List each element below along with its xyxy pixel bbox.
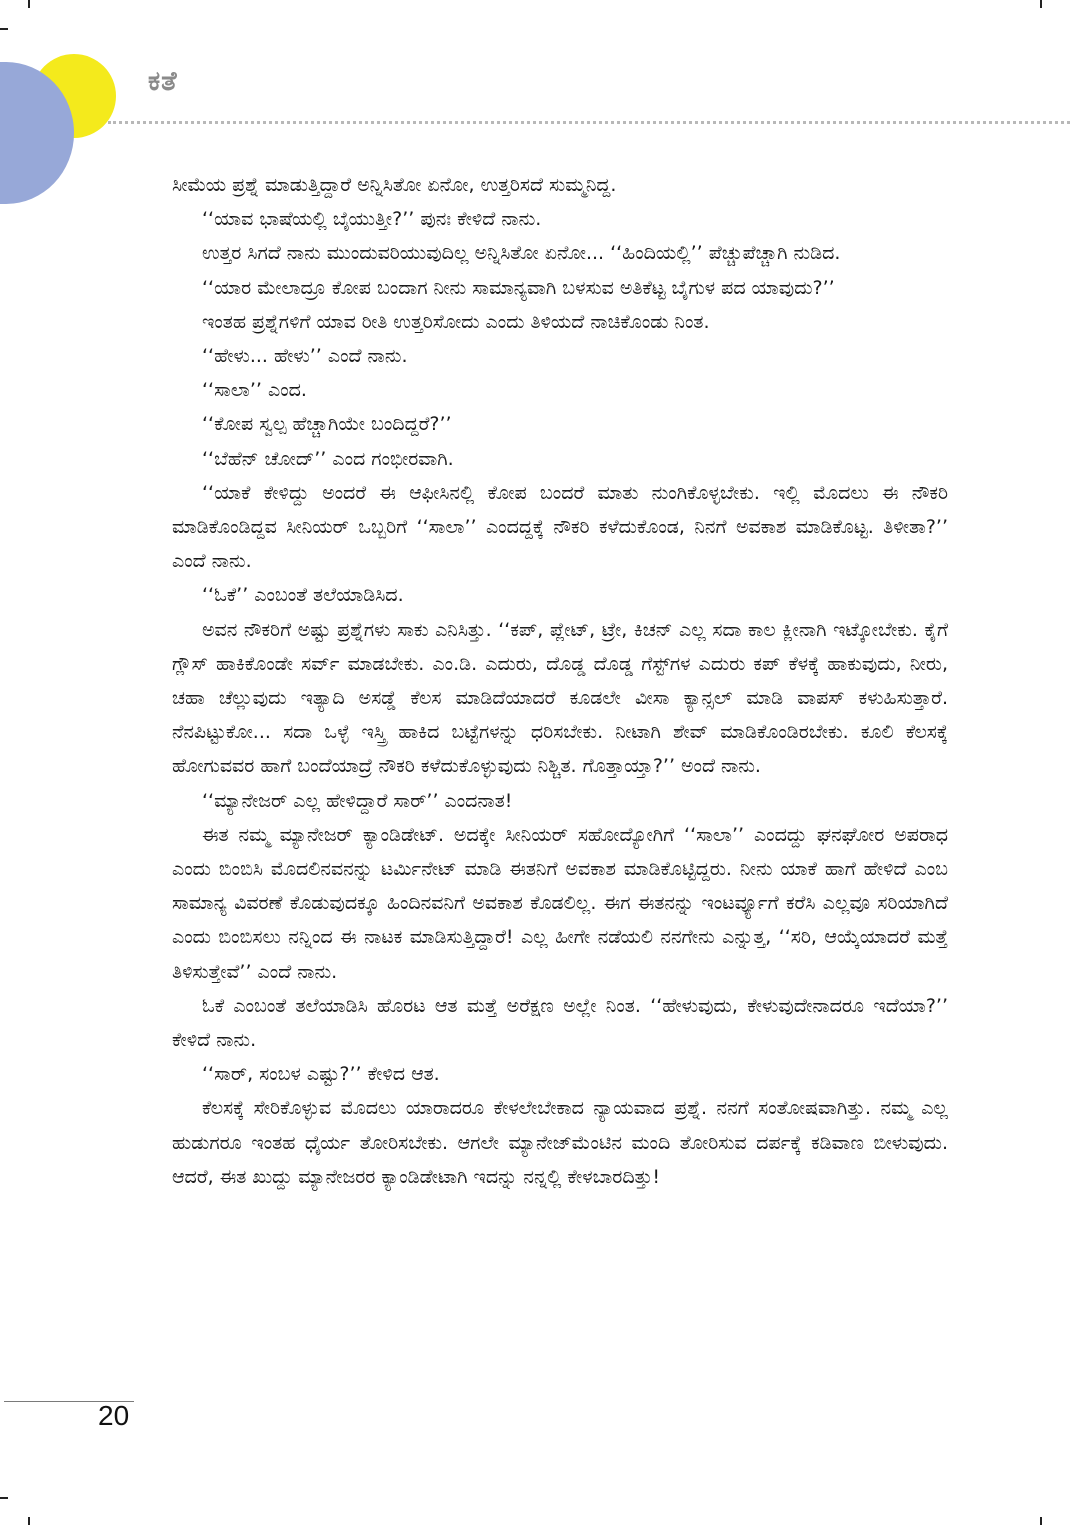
paragraph: ಓಕೆ ಎಂಬಂತೆ ತಲೆಯಾಡಿಸಿ ಹೊರಟ ಆತ ಮತ್ತೆ ಅರೆಕ್ಷಣ ಅಲ್ಲೇ ನಿಂತ. ‘‘ಹೇಳುವುದು, ಕೇಳುವುದೇನಾದರೂ ಇದೆಯಾ?’’ ಕೇಳಿದೆ ನಾನು. [172,994,948,1052]
paragraph: ‘‘ಮ್ಯಾನೇಜರ್ ಎಲ್ಲ ಹೇಳಿದ್ದಾರೆ ಸಾರ್’’ ಎಂದನಾತ! [202,789,513,812]
crop-mark [1040,1517,1042,1525]
paragraph: ಅವನ ನೌಕರಿಗೆ ಅಷ್ಟು ಪ್ರಶ್ನೆಗಳು ಸಾಕು ಎನಿಸಿತ್ತು. ‘‘ಕಪ್, ಪ್ಲೇಟ್, ಟ್ರೇ, ಕಿಚನ್ ಎಲ್ಲ ಸದಾ ಕಾಲ ಕ್ಲೀನಾಗಿ ಇಟ್ಕೋಬೇಕು. ಕೈಗೆ ಗ್ಲೌಸ್ ಹಾಕಿಕೊಂಡೇ ಸರ್ವ್ ಮಾಡಬೇಕು. ಎಂ.ಡಿ. ಎದುರು, ದೊಡ್ಡ ದೊಡ್ಡ ಗೆಸ್ಟ್‌ಗಳ ಎದುರು ಕಪ್ ಕೆಳಕ್ಕೆ ಹಾಕುವುದು, ನೀರು, ಚಹಾ ಚೆಲ್ಲುವುದು ಇತ್ಯಾದಿ ಅಸಡ್ಡೆ ಕೆಲಸ ಮಾಡಿದೆಯಾದರೆ ಕೂಡಲೇ ವೀಸಾ ಕ್ಯಾನ್ಸಲ್ ಮಾಡಿ ವಾಪಸ್ ಕಳುಹಿಸುತ್ತಾರೆ. ನೆನಪಿಟ್ಟುಕೋ... ಸದಾ ಒಳ್ಳೆ ಇಸ್ತ್ರಿ ಹಾಕಿದ ಬಟ್ಟೆಗಳನ್ನು ಧರಿಸಬೇಕು. ನೀಟಾಗಿ ಶೇವ್ ಮಾಡಿಕೊಂಡಿರಬೇಕು. ಕೂಲಿ ಕೆಲಸಕ್ಕೆ ಹೋಗುವವರ ಹಾಗೆ ಬಂದೆಯಾದ್ರೆ ನೌಕರಿ ಕಳೆದುಕೊಳ್ಳುವುದು ನಿಶ್ಚಿತ. ಗೊತ್ತಾಯ್ತಾ?’’ ಅಂದೆ ನಾನು. [172,618,948,778]
paragraph: ‘‘ಓಕೆ’’ ಎಂಬಂತೆ ತಲೆಯಾಡಿಸಿದ. [202,584,404,607]
paragraph: ಉತ್ತರ ಸಿಗದೆ ನಾನು ಮುಂದುವರಿಯುವುದಿಲ್ಲ ಅನ್ನಿಸಿತೋ ಏನೋ... ‘‘ಹಿಂದಿಯಲ್ಲಿ’’ ಪೆಚ್ಚುಪೆಚ್ಚಾಗಿ ನುಡಿದ. [202,242,841,265]
paragraph: ಕೆಲಸಕ್ಕೆ ಸೇರಿಕೊಳ್ಳುವ ಮೊದಲು ಯಾರಾದರೂ ಕೇಳಲೇಬೇಕಾದ ನ್ಯಾಯವಾದ ಪ್ರಶ್ನೆ. ನನಗೆ ಸಂತೋಷವಾಗಿತ್ತು. ನಮ್ಮ ಎಲ್ಲ ಹುಡುಗರೂ ಇಂತಹ ಧೈರ್ಯ ತೋರಿಸಬೇಕು. ಆಗಲೇ ಮ್ಯಾನೇಜ್‌ಮೆಂಟಿನ ಮಂದಿ ತೋರಿಸುವ ದರ್ಪಕ್ಕೆ ಕಡಿವಾಣ ಬೀಳುವುದು. ಆದರೆ, ಈತ ಖುದ್ದು ಮ್ಯಾನೇಜರರ ಕ್ಯಾಂಡಿಡೇಟಾಗಿ ಇದನ್ನು ನನ್ನಲ್ಲಿ ಕೇಳಬಾರದಿತ್ತು! [172,1097,948,1188]
paragraph: ‘‘ಸಾರ್, ಸಂಬಳ ಎಷ್ಟು?’’ ಕೇಳಿದ ಆತ. [202,1063,440,1086]
paragraph: ಈತ ನಮ್ಮ ಮ್ಯಾನೇಜರ್ ಕ್ಯಾಂಡಿಡೇಟ್. ಅದಕ್ಕೇ ಸೀನಿಯರ್ ಸಹೋದ್ಯೋಗಿಗೆ ‘‘ಸಾಲಾ’’ ಎಂದದ್ದು ಘನಘೋರ ಅಪರಾಧ ಎಂದು ಬಿಂಬಿಸಿ ಮೊದಲಿನವನನ್ನು ಟರ್ಮಿನೇಟ್ ಮಾಡಿ ಈತನಿಗೆ ಅವಕಾಶ ಮಾಡಿಕೊಟ್ಟಿದ್ದರು. ನೀನು ಯಾಕೆ ಹಾಗೆ ಹೇಳಿದೆ ಎಂಬ ಸಾಮಾನ್ಯ ವಿವರಣೆ ಕೊಡುವುದಕ್ಕೂ ಹಿಂದಿನವನಿಗೆ ಅವಕಾಶ ಕೊಡಲಿಲ್ಲ. ಈಗ ಈತನನ್ನು ಇಂಟರ್ವ್ಯೂಗೆ ಕರೆಸಿ ಎಲ್ಲವೂ ಸರಿಯಾಗಿದೆ ಎಂದು ಬಿಂಬಿಸಲು ನನ್ನಿಂದ ಈ ನಾಟಕ ಮಾಡಿಸುತ್ತಿದ್ದಾರೆ! ಎಲ್ಲ ಹೀಗೇ ನಡೆಯಲಿ ನನಗೇನು ಎನ್ನುತ್ತ, ‘‘ಸರಿ, ಆಯ್ಕೆಯಾದರೆ ಮತ್ತೆ ತಿಳಿಸುತ್ತೇವೆ’’ ಎಂದೆ ನಾನು. [172,823,948,983]
paragraph: ‘‘ಯಾವ ಭಾಷೆಯಲ್ಲಿ ಬೈಯುತ್ತೀ?’’ ಪುನಃ ಕೇಳಿದೆ ನಾನು. [202,208,542,231]
section-title: ಕತೆ [148,66,178,97]
paragraph: ‘‘ಯಾರ ಮೇಲಾದ್ರೂ ಕೋಪ ಬಂದಾಗ ನೀನು ಸಾಮಾನ್ಯವಾಗಿ ಬಳಸುವ ಅತಿಕೆಟ್ಟ ಬೈಗುಳ ಪದ ಯಾವುದು?’’ [202,276,835,299]
paragraph: ಇಂತಹ ಪ್ರಶ್ನೆಗಳಿಗೆ ಯಾವ ರೀತಿ ಉತ್ತರಿಸೋದು ಎಂದು ತಿಳಿಯದೆ ನಾಚಿಕೊಂಡು ನಿಂತ. [202,310,710,333]
decorative-circles [0,0,140,210]
paragraph: ‘‘ಹೇಳು... ಹೇಳು’’ ಎಂದೆ ನಾನು. [202,345,408,368]
paragraph: ‘‘ಯಾಕೆ ಕೇಳಿದ್ದು ಅಂದರೆ ಈ ಆಫೀಸಿನಲ್ಲಿ ಕೋಪ ಬಂದರೆ ಮಾತು ನುಂಗಿಕೊಳ್ಳಬೇಕು. ಇಲ್ಲಿ ಮೊದಲು ಈ ನೌಕರಿ ಮಾಡಿಕೊಂಡಿದ್ದವ ಸೀನಿಯರ್ ಒಬ್ಬರಿಗೆ ‘‘ಸಾಲಾ’’ ಎಂದದ್ದಕ್ಕೆ ನೌಕರಿ ಕಳೆದುಕೊಂಡ, ನಿನಗೆ ಅವಕಾಶ ಮಾಡಿಕೊಟ್ಟ. ತಿಳೀತಾ?’’ ಎಂದೆ ನಾನು. [172,481,948,573]
story-body [172,168,948,1194]
crop-mark [1040,0,1042,8]
paragraph: ‘‘ಬೆಹೆನ್ ಚೋದ್’’ ಎಂದ ಗಂಭೀರವಾಗಿ. [202,447,454,470]
paragraph: ‘‘ಸಾಲಾ’’ ಎಂದ. [202,379,307,402]
crop-mark [0,1497,8,1499]
page-number: 20 [98,1400,130,1431]
crop-mark [28,1517,30,1525]
paragraph: ‘‘ಕೋಪ ಸ್ವಲ್ಪ ಹೆಚ್ಚಾಗಿಯೇ ಬಂದಿದ್ದರೆ?’’ [202,413,452,436]
header-divider [108,121,1070,124]
paragraph: ಸೀಮೆಯ ಪ್ರಶ್ನೆ ಮಾಡುತ್ತಿದ್ದಾರೆ ಅನ್ನಿಸಿತೋ ಏನೋ, ಉತ್ತರಿಸದೆ ಸುಮ್ಮನಿದ್ದ. [172,174,617,196]
